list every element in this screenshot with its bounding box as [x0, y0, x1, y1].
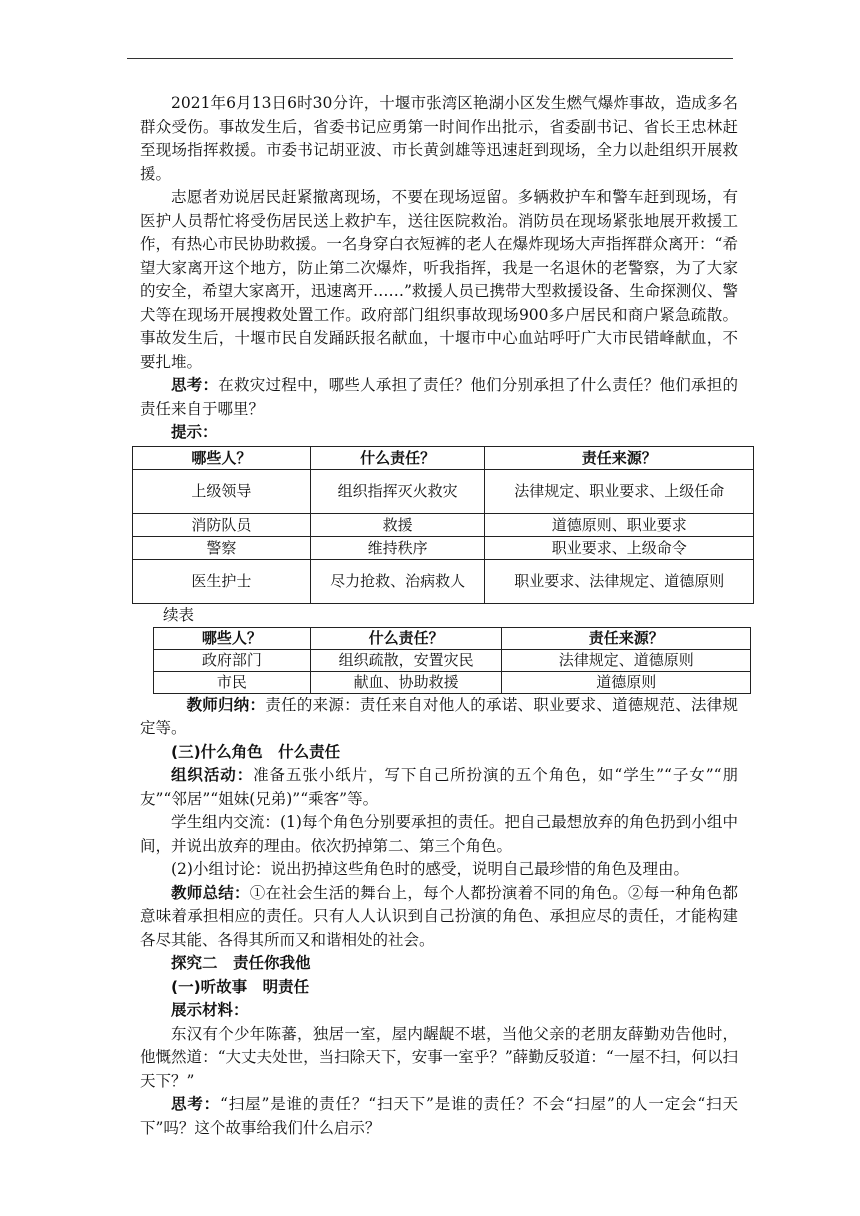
paragraph-rescue: 志愿者劝说居民赶紧撤离现场，不要在现场逗留。多辆救护车和警车赶到现场，有医护人员帮忙将受伤居民送上救护车，送往医院救治。消防员在现场紧张地展开救援工作，有热心市民协助救援。一名身穿白衣短裤的老人在爆炸现场大声指挥群众离开：“希望大家离开这个地方，防止第二次爆炸，听我指挥，我是一名退休的老警察，为了大家的安全，希望大家离开，迅速离开……”救援人员已携带大型救援设备、生命探测仪、警犬等在现场开展搜救处置工作。政府部门组织事故现场900多户居民和商户紧急疏散。事故发生后，十堰市民自发踊跃报名献血，十堰市中心血站呼吁广大市民错峰献血，不要扎堆。	[140, 188, 738, 371]
table-row	[133, 513, 754, 536]
summary-label: 教师归纳：	[186, 695, 266, 714]
table-header-row	[154, 627, 751, 649]
think2-label: 思考：	[171, 1095, 221, 1113]
table-cell: 救援	[310, 513, 485, 536]
paragraph-think2	[140, 1093, 738, 1140]
table-cell: 维持秩序	[310, 536, 485, 559]
table-row	[133, 536, 754, 559]
table-cell: 组织疏散，安置灾民	[310, 649, 502, 671]
continued-label: 续表	[163, 605, 195, 624]
table-cell: 组织指挥灭火救灾	[310, 469, 485, 513]
table-cell: 献血、协助救援	[310, 671, 502, 693]
paragraph-think1	[140, 374, 738, 421]
table-cell: 道德原则、职业要求	[485, 513, 754, 536]
table-cell: 尽力抢救、治病救人	[310, 559, 485, 603]
table-header: 责任来源？	[485, 446, 754, 469]
sub1-title: (一)听故事 明责任	[171, 977, 310, 996]
table-cell: 医生护士	[133, 559, 311, 603]
activity-text: 准备五张小纸片，写下自己所扮演的五个角色，如“学生”“子女”“朋友”“邻居”“姐妹(兄弟)”“乘客”等。	[140, 766, 738, 808]
think2-text: “扫屋”是谁的责任？“扫天下”是谁的责任？不会“扫屋”的人一定会“扫天下”吗？这个故事给我们什么启示？	[140, 1095, 738, 1137]
table-cell: 警察	[133, 536, 311, 559]
paragraph-summary	[140, 694, 738, 741]
table-cell: 上级领导	[133, 469, 311, 513]
table-cell: 法律规定、职业要求、上级任命	[485, 469, 754, 513]
table-header: 哪些人？	[133, 446, 311, 469]
table-row	[154, 649, 751, 671]
hint-label: 提示：	[171, 423, 218, 441]
summary-text: 责任的来源：责任来自对他人的承诺、职业要求、道德规范、法律规定等。	[140, 695, 738, 737]
paragraph-incident: 2021年6月13日6时30分许，十堰市张湾区艳湖小区发生燃气爆炸事故，造成多名群众受伤。事故发生后，省委书记应勇第一时间作出批示，省委副书记、省长王忠林赶至现场指挥救援。市委书记胡亚波、市长黄剑雄等迅速赶到现场，全力以赴组织开展救援。	[140, 94, 738, 183]
table-cell: 职业要求、上级命令	[485, 536, 754, 559]
table-cell: 市民	[154, 671, 311, 693]
paragraph-story: 东汉有个少年陈蕃，独居一室，屋内龌龊不堪，当他父亲的老朋友薛勤劝告他时，他慨然道：“大丈夫处世，当扫除天下，安事一室乎？”薛勤反驳道：“一屋不扫，何以扫天下？”	[140, 1024, 738, 1090]
section3-title: (三)什么角色 什么责任	[171, 742, 341, 761]
table-row	[133, 559, 754, 603]
material-label: 展示材料：	[171, 1001, 249, 1019]
table-row	[154, 671, 751, 693]
table-row	[133, 469, 754, 513]
table-header: 什么责任？	[310, 446, 485, 469]
paragraph-conclusion	[140, 882, 738, 953]
explore2-title: 探究二 责任你我他	[171, 954, 311, 972]
document-body	[140, 92, 738, 1140]
table-cell: 道德原则	[502, 671, 751, 693]
responsibility-table	[132, 446, 754, 604]
table-header: 哪些人？	[154, 627, 311, 649]
table-cell: 政府部门	[154, 649, 311, 671]
paragraph-activity	[140, 764, 738, 811]
think1-label: 思考：	[171, 376, 219, 394]
responsibility-table-continued	[153, 627, 751, 694]
paragraph-discuss: (2)小组讨论：说出扔掉这些角色时的感受，说明自己最珍惜的角色及理由。	[171, 860, 689, 878]
conclusion-text: ①在社会生活的舞台上，每个人都扮演着不同的角色。②每一种角色都意味着承担相应的责任。只有人人认识到自己扮演的角色、承担应尽的责任，才能构建各尽其能、各得其所而又和谐相处的社会。	[140, 883, 738, 949]
table-cell: 职业要求、法律规定、道德原则	[485, 559, 754, 603]
conclusion-label: 教师总结：	[171, 883, 250, 902]
think1-text: 在救灾过程中，哪些人承担了责任？他们分别承担了什么责任？他们承担的责任来自于哪里？	[140, 376, 738, 418]
paragraph-exchange: 学生组内交流：(1)每个角色分别要承担的责任。把自己最想放弃的角色扔到小组中间，并说出放弃的理由。依次扔掉第二、第三个角色。	[140, 813, 738, 855]
table-header-row	[133, 446, 754, 469]
activity-label: 组织活动：	[171, 766, 254, 784]
table-header: 责任来源？	[502, 627, 751, 649]
table-header: 什么责任？	[310, 627, 502, 649]
table-cell: 消防队员	[133, 513, 311, 536]
table-cell: 法律规定、道德原则	[502, 649, 751, 671]
header-rule	[127, 58, 733, 59]
